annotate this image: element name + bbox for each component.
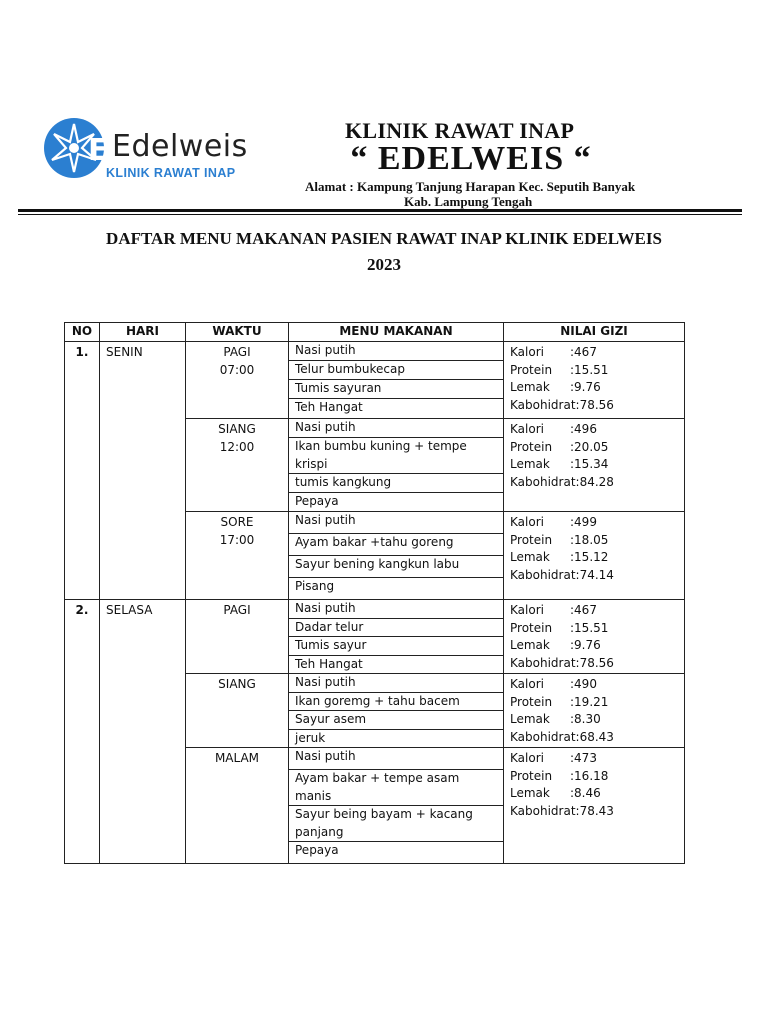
nutrition-value: :15.51 bbox=[570, 620, 609, 635]
nutrition-protein bbox=[510, 362, 678, 380]
nutrition-karbohidrat: Kabohidrat:78.56 bbox=[510, 655, 614, 670]
nutrition-karbohidrat: Kabohidrat:68.43 bbox=[510, 729, 614, 744]
col-header-hari: HARI bbox=[100, 323, 186, 342]
meal-time bbox=[186, 600, 289, 674]
menu-item: Ayam bakar +tahu goreng bbox=[289, 534, 503, 556]
menu-item: Teh Hangat bbox=[295, 400, 363, 414]
meal-time bbox=[186, 419, 289, 512]
menu-item: Ayam bakar + tempe asam manis bbox=[289, 770, 503, 806]
menu-item: Ikan bumbu kuning + tempe krispi bbox=[289, 438, 503, 474]
menu-item: Nasi putih bbox=[289, 674, 503, 693]
meal-time-hour: 07:00 bbox=[219, 362, 255, 377]
clinic-name: KLINIK RAWAT INAP bbox=[345, 118, 575, 143]
nutrition-protein bbox=[510, 439, 678, 457]
nutrition-label: Protein bbox=[510, 620, 553, 635]
nutrition-label: Kalori bbox=[510, 422, 544, 436]
menu-item: Nasi putih bbox=[289, 342, 503, 361]
nutrition-lemak bbox=[510, 785, 678, 803]
nutrition-kalori bbox=[510, 750, 678, 768]
nutrition-value: :499 bbox=[570, 515, 597, 529]
nutrition-values bbox=[504, 600, 685, 674]
col-header-waktu: WAKTU bbox=[186, 323, 289, 342]
menu-items bbox=[289, 674, 504, 748]
nutrition-label: Kalori bbox=[510, 603, 544, 617]
nutrition-value: :18.05 bbox=[570, 532, 609, 547]
nutrition-value: :496 bbox=[570, 422, 597, 436]
table-row bbox=[65, 342, 685, 419]
document-title bbox=[40, 226, 728, 278]
nutrition-label: Protein bbox=[510, 532, 553, 547]
day-number: 2. bbox=[65, 600, 100, 864]
nutrition-label: Lemak bbox=[510, 712, 550, 726]
nutrition-karbohidrat: Kabohidrat:78.43 bbox=[510, 803, 614, 818]
clinic-logo bbox=[42, 116, 248, 182]
nutrition-label: Lemak bbox=[510, 380, 550, 394]
meal-time-label: SORE bbox=[220, 515, 254, 529]
document-title-line-1: DAFTAR MENU MAKANAN PASIEN RAWAT INAP KLINIK EDELWEIS bbox=[106, 229, 662, 248]
meal-time-label: SIANG bbox=[218, 677, 256, 691]
day-name: SENIN bbox=[100, 342, 186, 600]
menu-item: Tumis sayur bbox=[289, 637, 503, 656]
menu-item: Pepaya bbox=[295, 494, 339, 508]
nutrition-values bbox=[504, 512, 685, 600]
nutrition-values bbox=[504, 674, 685, 748]
nutrition-kalori bbox=[510, 602, 678, 620]
letterhead bbox=[0, 0, 768, 220]
nutrition-karbohidrat: Kabohidrat:74.14 bbox=[510, 567, 614, 582]
nutrition-kalori bbox=[510, 421, 678, 439]
meal-time-label: SIANG bbox=[218, 422, 256, 436]
menu-items bbox=[289, 342, 504, 419]
nutrition-values bbox=[504, 342, 685, 419]
nutrition-value: :19.21 bbox=[570, 694, 609, 709]
logo-subtitle: KLINIK RAWAT INAP bbox=[106, 166, 236, 180]
meal-time-hour: 12:00 bbox=[219, 439, 255, 454]
menu-item: Nasi putih bbox=[289, 748, 503, 770]
nutrition-label: Lemak bbox=[510, 457, 550, 471]
nutrition-value: :9.76 bbox=[570, 380, 601, 394]
meal-time-label: PAGI bbox=[223, 603, 251, 617]
table-body bbox=[65, 342, 685, 864]
day-number: 1. bbox=[65, 342, 100, 600]
nutrition-kalori bbox=[510, 514, 678, 532]
meal-time bbox=[186, 342, 289, 419]
nutrition-kalori bbox=[510, 676, 678, 694]
nutrition-label: Lemak bbox=[510, 550, 550, 564]
nutrition-label: Protein bbox=[510, 694, 553, 709]
nutrition-lemak bbox=[510, 637, 678, 655]
logo-wordmark: Edelweis bbox=[112, 129, 248, 164]
nutrition-lemak bbox=[510, 456, 678, 474]
col-header-no: NO bbox=[65, 323, 100, 342]
nutrition-value: :8.30 bbox=[570, 712, 601, 726]
meal-time bbox=[186, 512, 289, 600]
nutrition-protein bbox=[510, 620, 678, 638]
day-name: SELASA bbox=[100, 600, 186, 864]
edelweis-flower-icon bbox=[42, 116, 109, 180]
menu-item: tumis kangkung bbox=[289, 474, 503, 493]
menu-item: Teh Hangat bbox=[295, 656, 363, 671]
menu-table bbox=[64, 322, 685, 864]
meal-time-hour: 17:00 bbox=[219, 532, 255, 547]
nutrition-lemak bbox=[510, 379, 678, 397]
nutrition-value: :467 bbox=[570, 345, 597, 359]
menu-item: Telur bumbukecap bbox=[289, 361, 503, 380]
menu-items bbox=[289, 748, 504, 864]
nutrition-karbohidrat: Kabohidrat:84.28 bbox=[510, 474, 614, 489]
menu-item: Ikan goremg + tahu bacem bbox=[289, 693, 503, 712]
nutrition-label: Kalori bbox=[510, 751, 544, 765]
nutrition-label: Lemak bbox=[510, 786, 550, 800]
menu-items bbox=[289, 512, 504, 600]
nutrition-values bbox=[504, 419, 685, 512]
nutrition-value: :16.18 bbox=[570, 768, 609, 783]
meal-time-label: MALAM bbox=[214, 751, 260, 765]
meal-time bbox=[186, 674, 289, 748]
nutrition-value: :9.76 bbox=[570, 638, 601, 652]
svg-text:E: E bbox=[88, 133, 109, 168]
menu-item: Nasi putih bbox=[289, 512, 503, 534]
col-header-menu: MENU MAKANAN bbox=[289, 323, 504, 342]
menu-item: Nasi putih bbox=[289, 600, 503, 619]
header-rule-thin bbox=[18, 214, 742, 215]
nutrition-value: :15.51 bbox=[570, 362, 609, 377]
menu-item: Pepaya bbox=[295, 843, 339, 857]
nutrition-protein bbox=[510, 768, 678, 786]
nutrition-label: Kalori bbox=[510, 677, 544, 691]
menu-item: Sayur bening kangkun labu bbox=[289, 556, 503, 578]
table-header-row bbox=[65, 323, 685, 342]
nutrition-value: :490 bbox=[570, 677, 597, 691]
menu-items bbox=[289, 600, 504, 674]
nutrition-protein bbox=[510, 532, 678, 550]
nutrition-value: :20.05 bbox=[570, 439, 609, 454]
clinic-title: “ EDELWEIS “ bbox=[350, 140, 592, 177]
menu-items bbox=[289, 419, 504, 512]
menu-item: Tumis sayuran bbox=[289, 380, 503, 399]
nutrition-lemak bbox=[510, 711, 678, 729]
meal-time bbox=[186, 748, 289, 864]
document-title-year: 2023 bbox=[367, 255, 401, 274]
menu-item: Sayur being bayam + kacang panjang bbox=[289, 806, 503, 842]
nutrition-value: :15.34 bbox=[570, 457, 609, 471]
table-row bbox=[65, 600, 685, 674]
menu-item: Pisang bbox=[295, 579, 335, 593]
menu-item: Sayur asem bbox=[289, 711, 503, 730]
nutrition-value: :8.46 bbox=[570, 786, 601, 800]
nutrition-protein bbox=[510, 694, 678, 712]
nutrition-values bbox=[504, 748, 685, 864]
nutrition-karbohidrat: Kabohidrat:78.56 bbox=[510, 397, 614, 412]
nutrition-lemak bbox=[510, 549, 678, 567]
nutrition-label: Kalori bbox=[510, 345, 544, 359]
header-rule-thick bbox=[18, 209, 742, 212]
meal-time-label: PAGI bbox=[223, 345, 251, 359]
nutrition-label: Lemak bbox=[510, 638, 550, 652]
nutrition-label: Protein bbox=[510, 768, 553, 783]
nutrition-label: Protein bbox=[510, 362, 553, 377]
menu-item: Dadar telur bbox=[289, 619, 503, 638]
col-header-gizi: NILAI GIZI bbox=[504, 323, 685, 342]
menu-item: jeruk bbox=[295, 730, 326, 745]
nutrition-label: Kalori bbox=[510, 515, 544, 529]
menu-item: Nasi putih bbox=[289, 419, 503, 438]
address-line-2: Kab. Lampung Tengah bbox=[404, 194, 533, 209]
nutrition-kalori bbox=[510, 344, 678, 362]
nutrition-value: :467 bbox=[570, 603, 597, 617]
nutrition-value: :473 bbox=[570, 751, 597, 765]
nutrition-value: :15.12 bbox=[570, 550, 609, 564]
nutrition-label: Protein bbox=[510, 439, 553, 454]
address-line-1: Alamat : Kampung Tanjung Harapan Kec. Seputih Banyak bbox=[305, 179, 636, 194]
